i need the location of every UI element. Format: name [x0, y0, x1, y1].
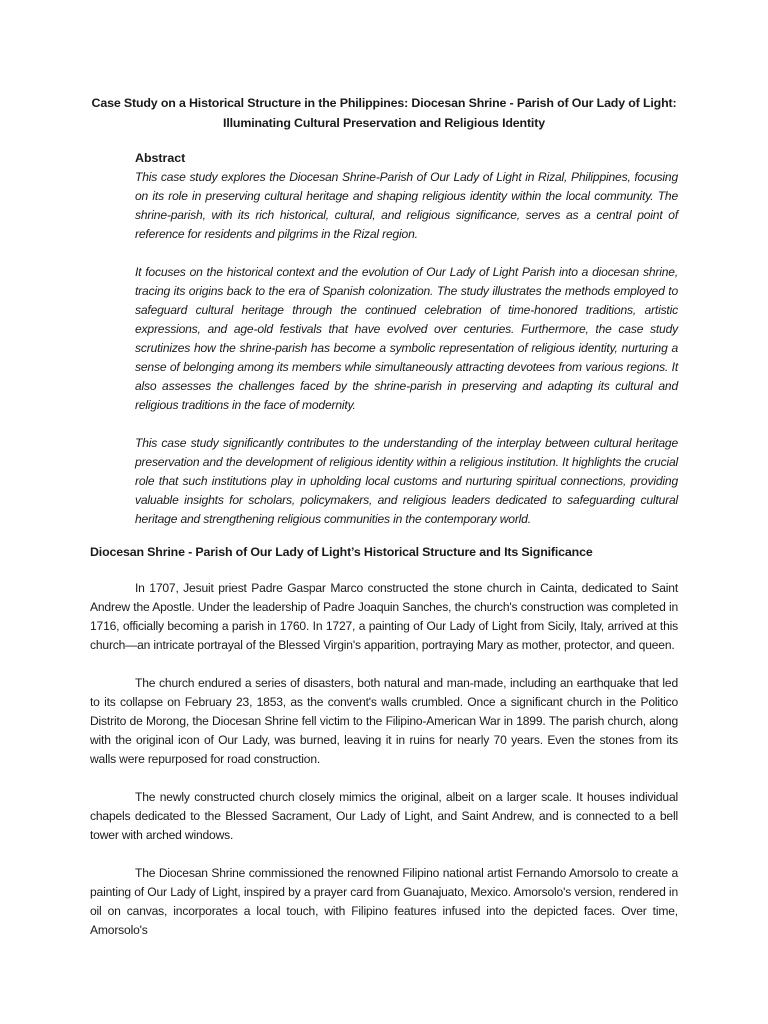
body-paragraph-3: The newly constructed church closely mimics the original, albeit on a larger scale. It houses individual chapels dedicated to the Blessed Sacrament, Our Lady of Light, and Saint Andrew, and is connected to a bell tower with arched windows. — [90, 790, 678, 842]
document-title: Case Study on a Historical Structure in the Philippines: Diocesan Shrine - Parish of Our Lady of Light: Illuminating Cultural Preservation and Religious Identity — [91, 96, 677, 130]
section-heading: Diocesan Shrine - Parish of Our Lady of Light’s Historical Structure and Its Significance — [90, 545, 593, 559]
abstract-paragraph-3: This case study significantly contributes to the understanding of the interplay between cultural heritage preservation and the development of religious identity within a religious institution. It highlights the crucial role that such institutions play in upholding local customs and nurturing spiritual connections, providing valuable insights for scholars, policymakers, and religious leaders dedicated to safeguarding cultural heritage and strengthening religious communities in the contemporary world. — [135, 436, 678, 526]
abstract-paragraph-1: This case study explores the Diocesan Shrine-Parish of Our Lady of Light in Rizal, Philippines, focusing on its role in preserving cultural heritage and shaping religious identity within the local community. The shrine-parish, with its rich historical, cultural, and religious significance, serves as a central point of reference for residents and pilgrims in the Rizal region. — [135, 170, 678, 241]
abstract-section — [135, 149, 678, 529]
abstract-paragraph-2: It focuses on the historical context and the evolution of Our Lady of Light Parish into a diocesan shrine, tracing its origins back to the era of Spanish colonization. The study illustrates the methods employed to safeguard cultural heritage through the continued celebration of time-honored traditions, artistic expressions, and age-old festivals that have evolved over centuries. Furthermore, the case study scrutinizes how the shrine-parish has become a symbolic representation of religious identity, nurturing a sense of belonging among its members while simultaneously attracting devotees from various regions. It also assesses the challenges faced by the shrine-parish in preserving and adapting its cultural and religious traditions in the face of modernity. — [135, 265, 678, 412]
body-paragraph-2: The church endured a series of disasters, both natural and man-made, including an earthquake that led to its collapse on February 23, 1853, as the convent's walls crumbled. Once a significant church in the Politico Distrito de Morong, the Diocesan Shrine fell victim to the Filipino-American War in 1899. The parish church, along with the original icon of Our Lady, was burned, leaving it in ruins for nearly 70 years. Even the stones from its walls were repurposed for road construction. — [90, 676, 678, 766]
abstract-heading: Abstract — [135, 151, 186, 165]
body-paragraph-1: In 1707, Jesuit priest Padre Gaspar Marco constructed the stone church in Cainta, dedicated to Saint Andrew the Apostle. Under the leadership of Padre Joaquin Sanches, the church's construction was completed in 1716, officially becoming a parish in 1760. In 1727, a painting of Our Lady of Light from Sicily, Italy, arrived at this church—an intricate portrayal of the Blessed Virgin's apparition, portraying Mary as mother, protector, and queen. — [90, 581, 678, 652]
body-paragraph-4: The Diocesan Shrine commissioned the renowned Filipino national artist Fernando Amorsolo to create a painting of Our Lady of Light, inspired by a prayer card from Guanajuato, Mexico. Amorsolo's version, rendered in oil on canvas, incorporates a local touch, with Filipino features infused into the depicted faces. Over time, Amorsolo's — [90, 866, 678, 937]
history-section — [90, 542, 678, 940]
